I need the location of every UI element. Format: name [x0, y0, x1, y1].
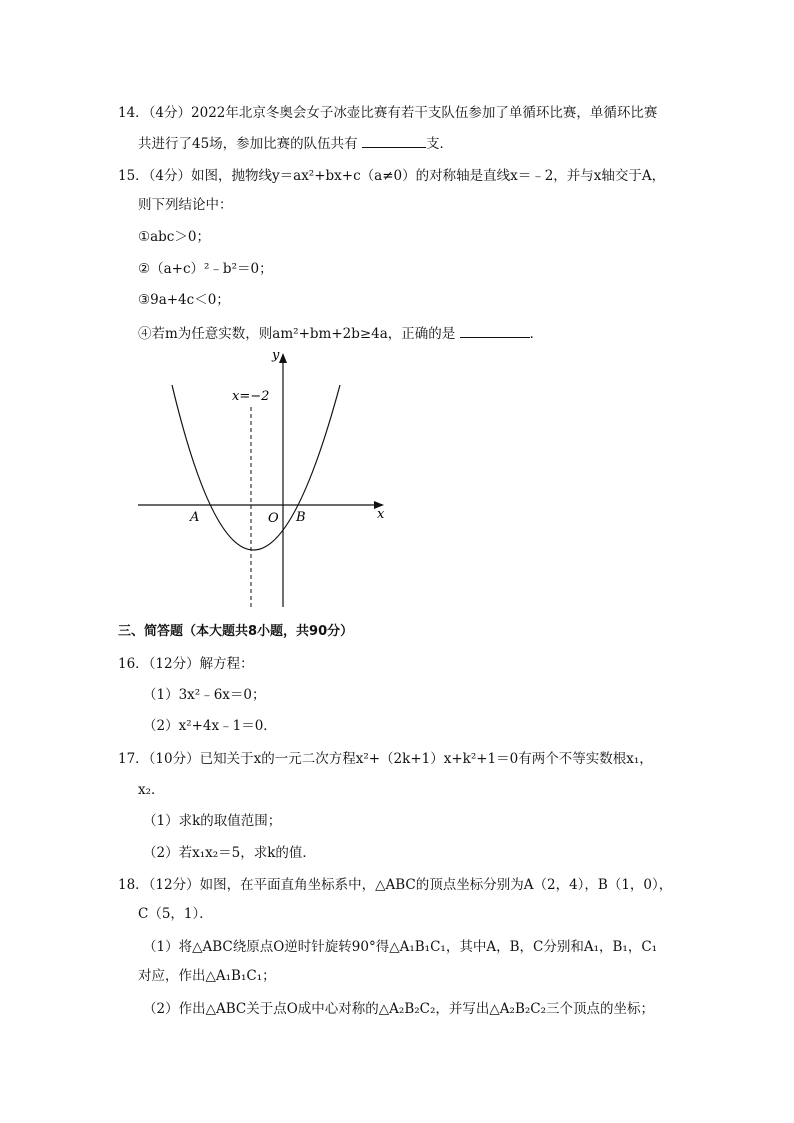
label-y: y — [272, 348, 280, 363]
label-symmetry-axis: x=−2 — [232, 389, 270, 404]
q15-line1: 15．（4分）如图，抛物线y＝ax²+bx+c（a≠0）的对称轴是直线x＝﹣2，并与x轴交于A， — [118, 168, 666, 184]
q15-item3: ③9a+4c＜0； — [138, 292, 230, 308]
y-axis-arrow — [279, 353, 287, 363]
parabola-figure — [128, 345, 398, 615]
q15-line2: 则下列结论中： — [138, 197, 233, 213]
q14-line2-end: 支． — [425, 136, 453, 152]
q15-item4 — [138, 323, 543, 343]
q15-item4-end: ． — [529, 326, 544, 342]
label-B: B — [296, 510, 306, 525]
label-x: x — [377, 507, 385, 522]
q14-line1: 14．（4分）2022年北京冬奥会女子冰壶比赛有若干支队伍参加了单循环比赛，单循环比赛 — [118, 105, 658, 121]
q15-answer-blank[interactable] — [460, 323, 530, 338]
q17-line2: x₂． — [138, 782, 165, 798]
q18-part1-line2: 对应，作出△A₁B₁C₁； — [138, 968, 276, 984]
label-O: O — [268, 511, 279, 526]
q14-answer-blank[interactable] — [362, 133, 426, 148]
q15-item1: ①abc＞0； — [138, 229, 210, 245]
q18-part2: （2）作出△ABC关于点O成中心对称的△A₂B₂C₂，并写出△A₂B₂C₂三个顶点的坐标； — [143, 1001, 655, 1017]
q17-part2: （2）若x₁x₂＝5，求k的值． — [143, 845, 316, 861]
q18-line2: C（5，1）． — [138, 906, 213, 922]
q15-item4-text: ④若m为任意实数，则am²+bm+2b≥4a，正确的是 — [138, 326, 460, 342]
q14-line2-text: 共进行了45场，参加比赛的队伍共有 — [138, 136, 362, 152]
q18-line1: 18．（12分）如图，在平面直角坐标系中，△ABC的顶点坐标分别为A（2，4），B（1，0）， — [118, 877, 673, 893]
section-3-heading: 三、简答题（本大题共8小题，共90分） — [118, 624, 354, 639]
parabola-curve — [172, 385, 340, 550]
q17-line1: 17．（10分）已知关于x的一元二次方程x²+（2k+1）x+k²+1＝0有两个不等实数根x₁， — [118, 751, 653, 767]
q18-part1-line1: （1）将△ABC绕原点O逆时针旋转90°得△A₁B₁C₁，其中A，B，C分别和A₁，B₁，C₁ — [143, 939, 658, 955]
q14-line2 — [138, 133, 453, 153]
q16-line1: 16．（12分）解方程： — [118, 656, 254, 672]
label-A: A — [190, 510, 200, 525]
q16-part2: （2）x²+4x﹣1＝0． — [143, 718, 277, 734]
q15-item2: ②（a+c）²﹣b²＝0； — [138, 261, 273, 277]
q17-part1: （1）求k的取值范围； — [143, 813, 282, 829]
q16-part1: （1）3x²﹣6x＝0； — [143, 687, 266, 703]
